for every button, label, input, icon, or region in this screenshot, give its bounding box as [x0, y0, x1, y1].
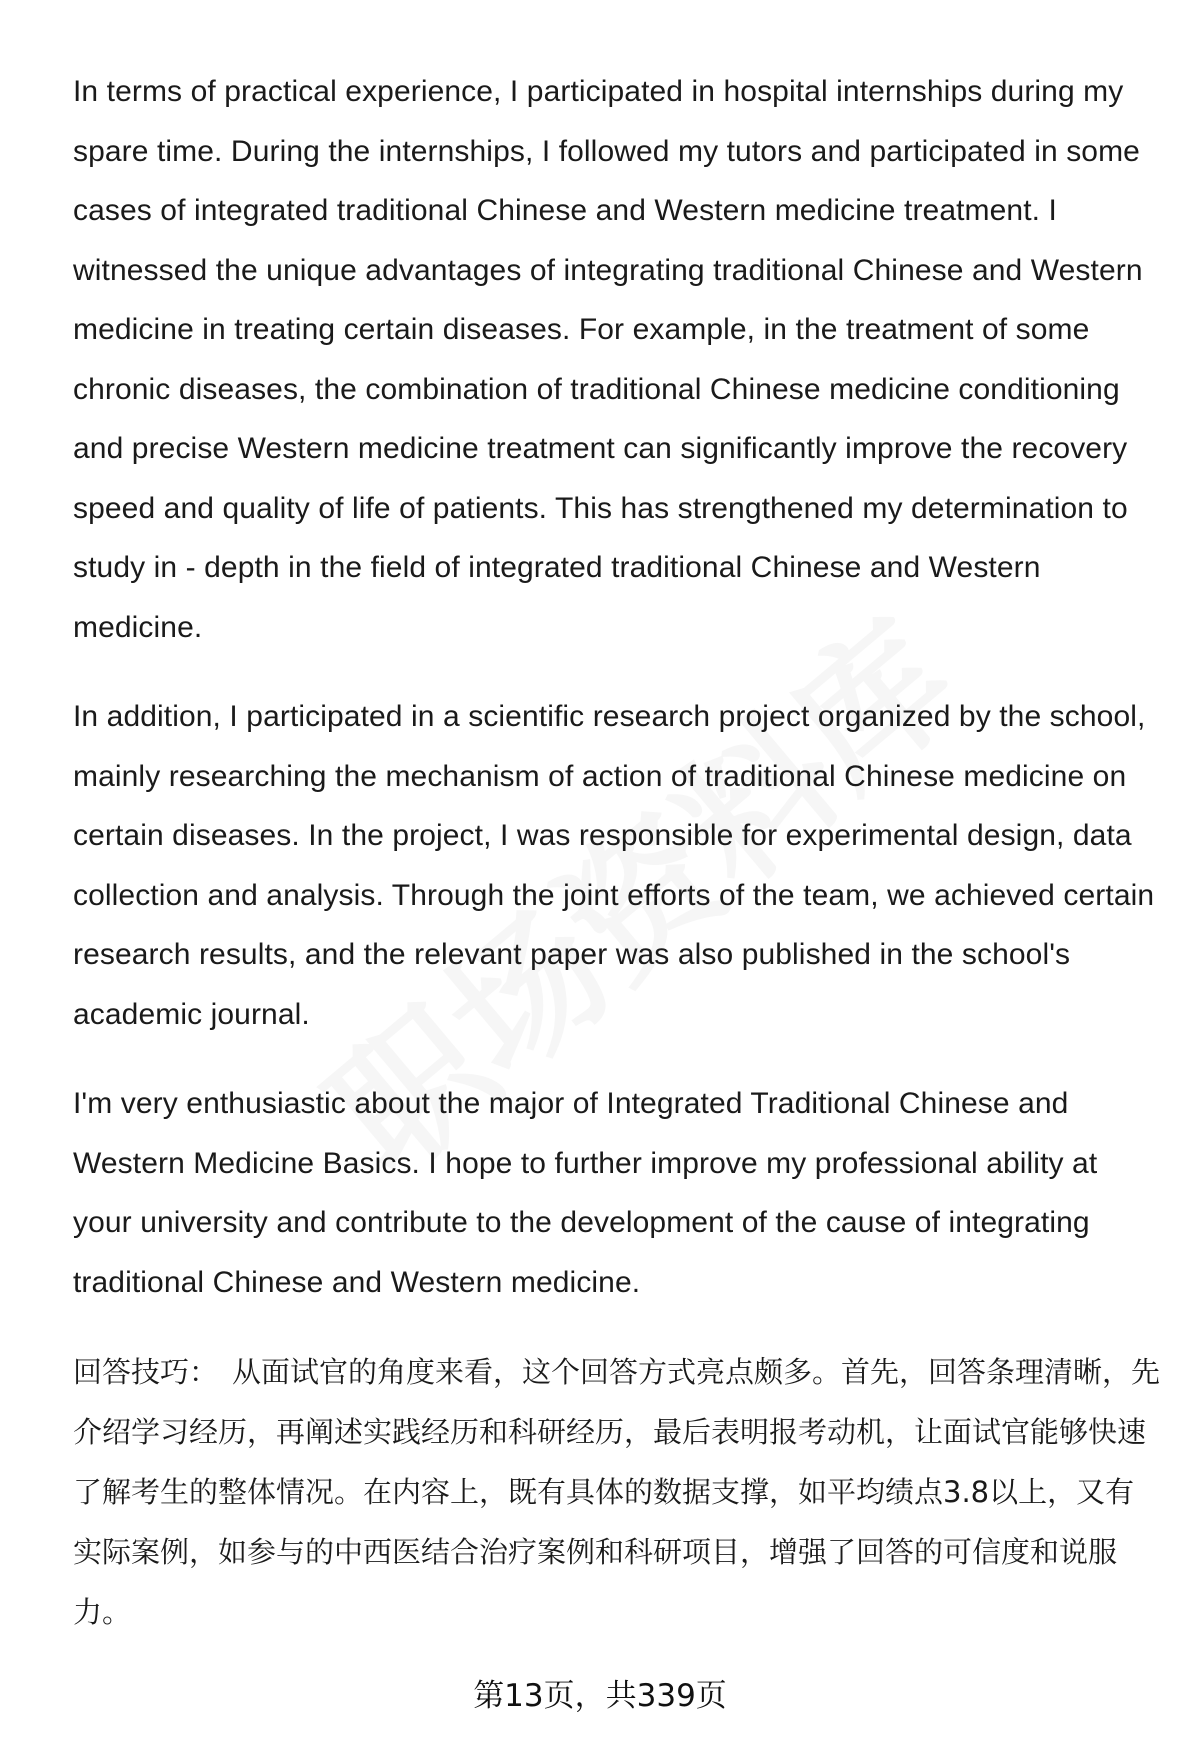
page-number: 第13页，共339页 [473, 1678, 727, 1714]
answer-tips-label: 回答技巧： [73, 1355, 219, 1389]
document-body [73, 62, 1163, 1642]
paragraph-research-project: In addition, I participated in a scientific research project organized by the school, mainly researching the mechanism of action of traditional Chinese medicine on certain diseases. In the project, I was responsible for experimental design, data collection and analysis. Through the joint efforts of the team, we achieved certain research results, and the relevant paper was also published in the school's academic journal. [73, 700, 1155, 1031]
paragraph-practical-experience: In terms of practical experience, I participated in hospital internships during my spare time. During the internships, I followed my tutors and participated in some cases of integrated traditional Chinese and Western medicine treatment. I witnessed the unique advantages of integrating traditional Chinese and Western medicine in treating certain diseases. For example, in the treatment of some chronic diseases, the combination of traditional Chinese medicine conditioning and precise Western medicine treatment can significantly improve the recovery speed and quality of life of patients. This has strengthened my determination to study in - depth in the field of integrated traditional Chinese and Western medicine. [73, 75, 1143, 644]
answer-tips [73, 1342, 1163, 1642]
answer-tips-text: 从面试官的角度来看，这个回答方式亮点颇多。首先，回答条理清晰，先介绍学习经历，再阐述实践经历和科研经历，最后表明报考动机，让面试官能够快速了解考生的整体情况。在内容上，既有具体的数据支撑，如平均绩点3.8以上，又有实际案例，如参与的中西医结合治疗案例和科研项目，增强了回答的可信度和说服力。 [73, 1355, 1161, 1629]
paragraph-motivation: I'm very enthusiastic about the major of Integrated Traditional Chinese and Western Medicine Basics. I hope to further improve my professional ability at your university and contribute to the development of the cause of integrating traditional Chinese and Western medicine. [73, 1087, 1098, 1299]
